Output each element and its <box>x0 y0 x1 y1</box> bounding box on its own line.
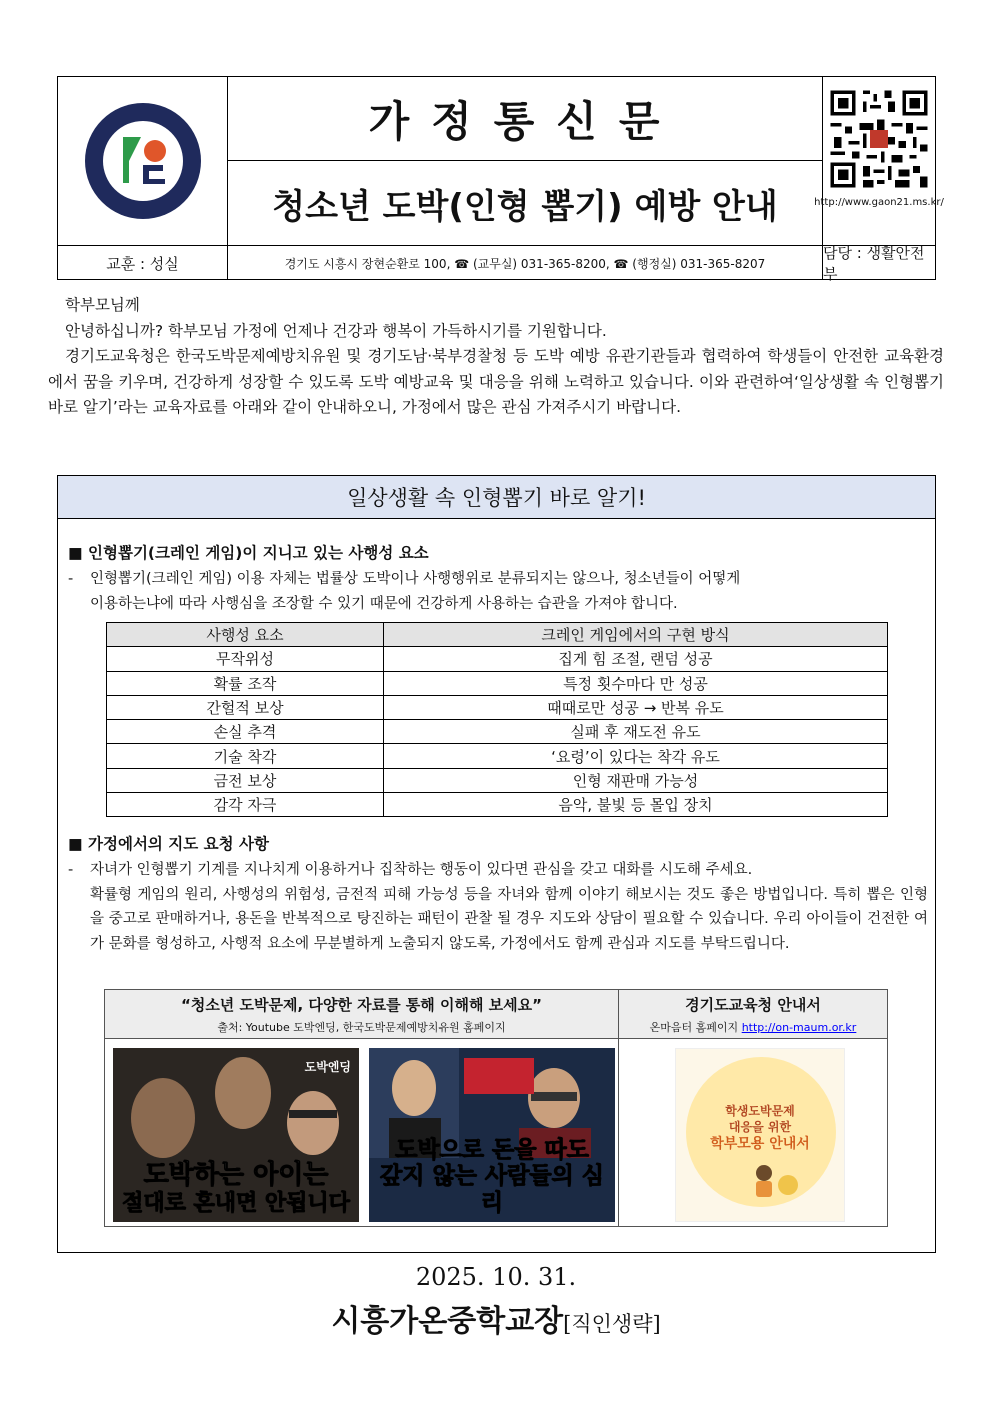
video-thumbnail-2[interactable] <box>369 1048 615 1222</box>
table-cell: 인형 재판매 가능성 <box>384 768 888 792</box>
table-cell: ‘요령’이 있다는 착각 유도 <box>384 744 888 768</box>
gambling-factors-table <box>106 622 888 817</box>
table-row <box>107 744 888 768</box>
table-cell: 때때로만 성공 → 반복 유도 <box>384 695 888 719</box>
guide-line-1: 학생도박문제 <box>725 1104 795 1118</box>
guidebook-cover-text <box>676 1104 844 1153</box>
table-cell: 특정 횟수마다 만 성공 <box>384 671 888 695</box>
guidebook-link[interactable]: http://on-maum.or.kr <box>741 1020 857 1034</box>
intro-line-2: 경기도교육청은 한국도박문제예방치유원 및 경기도남·북부경찰청 등 도박 예방 유관기관들과 협력하여 학생들이 안전한 교육환경에서 꿈을 키우며, 건강하게 성장할 수 있도록 도박 예방교육 및 대응을 위해 노력하고 있습니다. 이와 관련하여‘일상생활 속 인형뽑기 바로 알기’라는 교육자료를 아래와 같이 안내하오니, 가정에서 많은 관심 가져주시기 바랍니다. <box>48 347 944 416</box>
table-header: 사행성 요소 <box>107 623 384 647</box>
education-section <box>57 475 936 1253</box>
motto-label: 교훈 : <box>106 254 146 273</box>
para1-line-b: 이용하는냐에 따라 사행심을 조장할 수 있기 때문에 건강하게 사용하는 습관을 가져야 합니다. <box>90 595 678 612</box>
video-resources-source: 출처: Youtube 도박엔딩, 한국도박문제예방치유원 홈페이지 <box>217 1020 506 1034</box>
paragraph-gambling-factors: - 인형뽑기(크레인 게임) 이용 자체는 법률상 도박이나 사행행위로 분류되지는 않으나, 청소년들이 어떻게 이용하는냐에 따라 사행심을 조장할 수 있기 때문에 건강하게 사용하는 습관을 가져야 합니다. <box>68 567 928 616</box>
thumb2-line-2: 갚지 않는 사람들의 심리 <box>380 1163 604 1216</box>
table-cell: 기술 착각 <box>107 744 384 768</box>
subheading-gambling-factors: ■ 인형뽑기(크레인 게임)이 지니고 있는 사행성 요소 <box>68 544 429 562</box>
table-cell: 손실 추격 <box>107 720 384 744</box>
table-cell: 실패 후 재도전 유도 <box>384 720 888 744</box>
table-row <box>107 793 888 817</box>
subtitle-cell <box>228 161 823 245</box>
guide-line-3: 학부모용 안내서 <box>710 1136 810 1153</box>
motto-value: 성실 <box>149 254 179 273</box>
video-resources-header <box>105 990 618 1039</box>
issue-date: 2025. 10. 31. <box>415 1263 577 1291</box>
intro-line-1: 안녕하십니까? 학부모님 가정에 언제나 건강과 행복이 가득하시기를 기원합니다. <box>65 321 607 340</box>
guide-line-2: 대응을 위한 <box>728 1119 792 1134</box>
greeting: 학부모님께 <box>65 296 140 314</box>
school-motto <box>58 246 228 280</box>
guidebook-title: 경기도교육청 안내서 <box>685 995 821 1014</box>
website-url[interactable]: http://www.gaon21.ms.kr/ <box>814 197 944 208</box>
video-thumbnail-2-caption <box>369 1137 615 1216</box>
thumb1-line-1: 도박하는 아이는 <box>143 1159 329 1190</box>
guidebook-resource <box>619 990 887 1226</box>
video-channel-tag: 도박엔딩 <box>304 1060 351 1074</box>
principal-name: 시흥가온중학교장 <box>331 1304 564 1339</box>
newsletter-title: 가정통신문 <box>368 96 682 146</box>
resource-box <box>104 989 888 1227</box>
principal-signature <box>0 1296 992 1340</box>
guidebook-source <box>650 1019 857 1035</box>
guidebook-source-label: 온마음터 홈페이지 <box>649 1020 742 1034</box>
guidebook-illustration-icon <box>746 1161 806 1201</box>
qr-code-icon <box>827 87 931 191</box>
table-cell: 감각 자극 <box>107 793 384 817</box>
section-heading: 일상생활 속 인형뽑기 바로 알기! <box>58 476 935 519</box>
video-thumbnail-1-caption <box>113 1161 359 1216</box>
qr-cell <box>814 77 944 245</box>
table-cell: 금전 보상 <box>107 768 384 792</box>
table-row <box>107 720 888 744</box>
paragraph-home-guidance: - 자녀가 인형뽑기 기계를 지나치게 이용하거나 집착하는 행동이 있다면 관심을 갖고 대화를 시도해 주세요. 확률형 게임의 원리, 사행성의 위험성, 금전적 피해 가능성 등을 자녀와 함께 이야기 해보시는 것도 좋은 방법입니다. 특히 뽑은 인형을 중고로 판매하거나, 용돈을 반복적으로 탕진하는 패턴이 관찰 될 경우 지도와 상담이 필요할 수 있습니다. 우리 아이들이 건전한 여가 문화를 형성하고, 사행적 요소에 무분별하게 노출되지 않도록, 가정에서도 함께 관심과 지도를 부탁드립니다. <box>68 858 928 956</box>
table-row <box>107 695 888 719</box>
table-row <box>107 647 888 671</box>
table-cell: 확률 조작 <box>107 671 384 695</box>
school-logo-cell <box>58 77 228 245</box>
newsletter-subtitle: 청소년 도박(인형 뽑기) 예방 안내 <box>272 186 778 227</box>
header-box <box>57 76 944 283</box>
subheading-home-guidance: ■ 가정에서의 지도 요청 사항 <box>68 835 269 853</box>
thumb1-line-2: 절대로 혼내면 안됩니다 <box>122 1190 350 1216</box>
video-thumbnail-1[interactable] <box>113 1048 359 1222</box>
table-row <box>107 671 888 695</box>
table-cell: 간헐적 보상 <box>107 695 384 719</box>
header-info-row <box>58 244 935 283</box>
table-cell: 집게 힘 조절, 랜덤 성공 <box>384 647 888 671</box>
table-cell: 음악, 불빛 등 몰입 장치 <box>384 793 888 817</box>
table-row <box>107 768 888 792</box>
para1-line-a: 인형뽑기(크레인 게임) 이용 자체는 법률상 도박이나 사행행위로 분류되지는 않으나, 청소년들이 어떻게 <box>90 571 741 587</box>
school-address: 경기도 시흥시 장현순환로 100, ☎ (교무실) 031-365-8200, ☎ (행정실) 031-365-8207 <box>228 246 823 280</box>
para2-line-a: 자녀가 인형뽑기 기계를 지나치게 이용하거나 집착하는 행동이 있다면 관심을 갖고 대화를 시도해 주세요. <box>90 862 753 878</box>
table-header: 크레인 게임에서의 구현 방식 <box>384 623 888 647</box>
guidebook-cover[interactable] <box>675 1048 845 1222</box>
para2-line-b: 확률형 게임의 원리, 사행성의 위험성, 금전적 피해 가능성 등을 자녀와 함께 이야기 해보시는 것도 좋은 방법입니다. 특히 뽑은 인형을 중고로 판매하거나, 용돈을 반복적으로 탕진하는 패턴이 관찰 될 경우 지도와 상담이 필요할 수 있습니다. 우리 아이들이 건전한 여가 문화를 형성하고, 사행적 요소에 무분별하게 노출되지 않도록, 가정에서도 함께 관심과 지도를 부탁드립니다. <box>90 886 928 952</box>
video-resources <box>105 990 619 1226</box>
guidebook-header <box>619 990 887 1039</box>
intro-text <box>48 293 944 421</box>
table-cell: 무작위성 <box>107 647 384 671</box>
table-header-row <box>107 623 888 647</box>
department: 담당 : 생활안전부 <box>823 244 925 283</box>
newsletter-title-cell <box>228 77 823 161</box>
thumb2-line-1: 도박으로 돈을 따도 <box>395 1136 589 1163</box>
seal-omitted: [직인생략] <box>563 1312 661 1336</box>
video-resources-title: “청소년 도박문제, 다양한 자료를 통해 이해해 보세요” <box>180 995 543 1014</box>
school-logo-icon <box>83 101 203 221</box>
